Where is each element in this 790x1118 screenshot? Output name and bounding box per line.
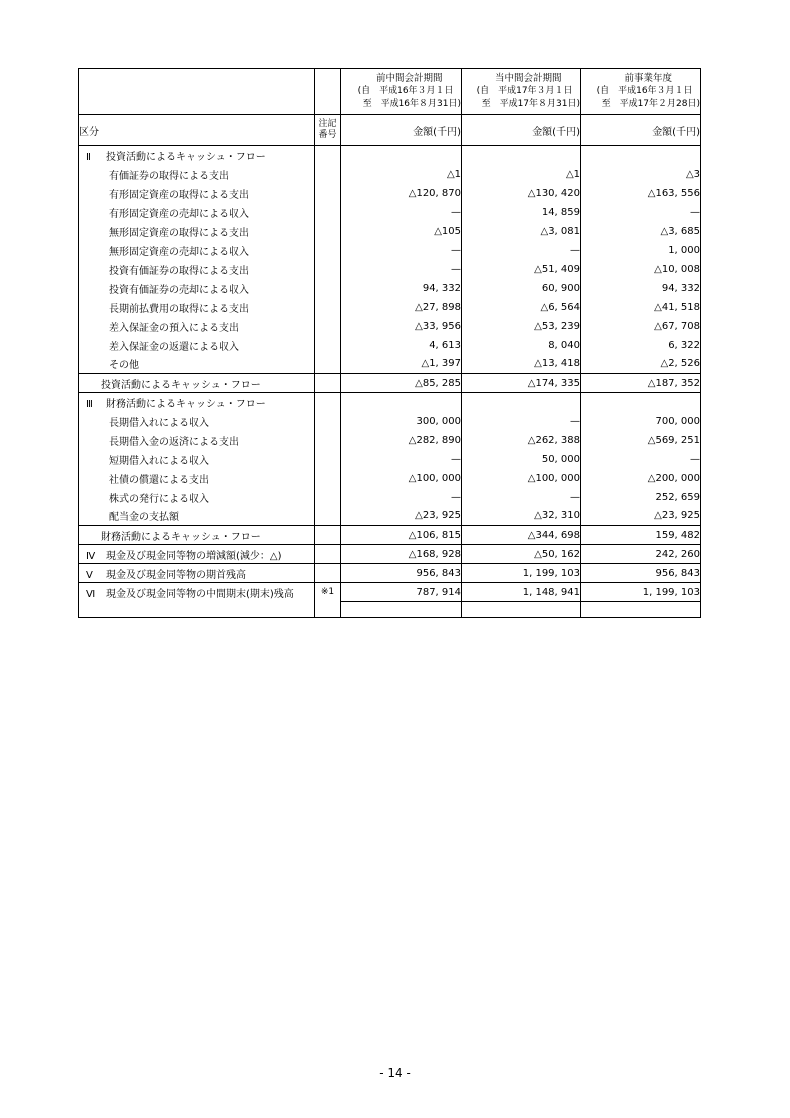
row-label [79, 241, 315, 260]
amount-cell-2: △32, 310 [462, 507, 581, 526]
row-note [315, 241, 341, 260]
row-label [79, 393, 315, 412]
amount-cell-3: 159, 482 [581, 526, 701, 545]
row-label [79, 336, 315, 355]
period-title: 当中間会計期間 [495, 73, 562, 84]
amount-cell-1 [341, 146, 462, 165]
amount-cell-3: 94, 332 [581, 279, 701, 298]
amount-cell-2: △53, 239 [462, 317, 581, 336]
table-row [79, 146, 701, 165]
period-title: 前中間会計期間 [376, 73, 443, 84]
amount-cell-2: — [462, 412, 581, 431]
amount-cell-2: 60, 900 [462, 279, 581, 298]
row-note [315, 412, 341, 431]
row-label [79, 488, 315, 507]
row-numeral: Ⅵ [86, 588, 96, 600]
table-row [79, 507, 701, 526]
row-numeral: Ⅳ [86, 550, 96, 562]
row-label [79, 260, 315, 279]
row-label [79, 317, 315, 336]
row-label-text: 長期借入金の返済による支出 [109, 436, 239, 448]
row-label [79, 583, 315, 602]
table-row [79, 583, 701, 602]
row-label-text: 投資活動によるキャッシュ・フロー [106, 151, 266, 163]
empty-note-corner-cell [315, 69, 341, 115]
table-row [79, 450, 701, 469]
table-row [79, 355, 701, 374]
amount-cell-1: — [341, 260, 462, 279]
amount-cell-1: △33, 956 [341, 317, 462, 336]
table-row [79, 393, 701, 412]
amount-cell-3 [581, 393, 701, 412]
table-row [79, 184, 701, 203]
amount-cell-3: 956, 843 [581, 564, 701, 583]
row-note [315, 545, 341, 564]
amount-cell-2: 8, 040 [462, 336, 581, 355]
row-label [79, 374, 315, 393]
row-label-text: 配当金の支払額 [109, 512, 179, 524]
amount-column-header-1: 金額(千円) [341, 115, 462, 146]
amount-cell-3: △163, 556 [581, 184, 701, 203]
amount-cell-1: △1, 397 [341, 355, 462, 374]
row-note [315, 374, 341, 393]
row-label-text: 短期借入れによる収入 [109, 455, 209, 467]
row-label [79, 279, 315, 298]
amount-cell-1: △106, 815 [341, 526, 462, 545]
amount-cell-3: △2, 526 [581, 355, 701, 374]
category-column-header: 区分 [79, 115, 315, 146]
row-label [79, 431, 315, 450]
amount-cell-2: 1, 148, 941 [462, 583, 581, 602]
row-label [79, 469, 315, 488]
table-row [79, 526, 701, 545]
amount-cell-2 [462, 146, 581, 165]
row-label-text: その他 [109, 360, 139, 372]
amount-cell-3: △23, 925 [581, 507, 701, 526]
table-row [79, 488, 701, 507]
amount-cell-3: 6, 322 [581, 336, 701, 355]
row-label-text: 株式の発行による収入 [109, 493, 209, 505]
row-label-text: 財務活動によるキャッシュ・フロー [106, 398, 266, 410]
amount-cell-1: 4, 613 [341, 336, 462, 355]
amount-cell-2: △262, 388 [462, 431, 581, 450]
row-label [79, 146, 315, 165]
table-row [79, 412, 701, 431]
amount-cell-2: 50, 000 [462, 450, 581, 469]
table-row [79, 298, 701, 317]
column-header-row [79, 115, 701, 146]
period-header-current-interim [462, 69, 581, 115]
row-label-text: 社債の償還による支出 [109, 474, 209, 486]
row-note [315, 355, 341, 374]
row-numeral: Ⅴ [86, 569, 93, 581]
amount-column-header-2: 金額(千円) [462, 115, 581, 146]
amount-cell-3: △41, 518 [581, 298, 701, 317]
amount-cell-2: △3, 081 [462, 222, 581, 241]
row-note [315, 469, 341, 488]
amount-cell-1: 300, 000 [341, 412, 462, 431]
period-header-prev-interim [341, 69, 462, 115]
table-row [79, 241, 701, 260]
row-label-text: 有形固定資産の売却による収入 [109, 208, 249, 220]
amount-cell-3: 1, 199, 103 [581, 583, 701, 602]
table-row [79, 469, 701, 488]
period-from-date: (自 平成16年３月１日 [357, 86, 454, 96]
cash-flow-statement-table [78, 68, 701, 618]
row-label-text: 現金及び現金同等物の増減額(減少：△) [106, 550, 282, 562]
amount-cell-1: △1 [341, 165, 462, 184]
amount-cell-1: △120, 870 [341, 184, 462, 203]
amount-cell-2: △130, 420 [462, 184, 581, 203]
amount-cell-1: △27, 898 [341, 298, 462, 317]
amount-cell-2: △50, 162 [462, 545, 581, 564]
amount-cell-3: 242, 260 [581, 545, 701, 564]
row-label [79, 412, 315, 431]
amount-cell-2: △1 [462, 165, 581, 184]
amount-cell-3: 700, 000 [581, 412, 701, 431]
row-note [315, 564, 341, 583]
row-label-text: 投資有価証券の売却による収入 [109, 284, 249, 296]
row-label-text: 無形固定資産の売却による収入 [109, 246, 249, 258]
row-numeral: Ⅲ [86, 398, 93, 410]
row-note [315, 336, 341, 355]
row-label-text: 長期前払費用の取得による支出 [109, 303, 249, 315]
amount-cell-3: △10, 008 [581, 260, 701, 279]
closing-label-cell [79, 602, 315, 618]
row-numeral: Ⅱ [86, 151, 91, 163]
row-note [315, 507, 341, 526]
amount-cell-1 [341, 393, 462, 412]
amount-cell-3: △3 [581, 165, 701, 184]
amount-cell-1: — [341, 488, 462, 507]
amount-cell-2: △51, 409 [462, 260, 581, 279]
row-note [315, 298, 341, 317]
amount-cell-1: 787, 914 [341, 583, 462, 602]
row-label-text: 現金及び現金同等物の期首残高 [106, 569, 246, 581]
row-note [315, 431, 341, 450]
table-row [79, 260, 701, 279]
row-note [315, 184, 341, 203]
row-label-text: 長期借入れによる収入 [109, 417, 209, 429]
row-note [315, 488, 341, 507]
row-label-text: 差入保証金の預入による支出 [109, 322, 239, 334]
amount-cell-3: △569, 251 [581, 431, 701, 450]
amount-cell-2: △344, 698 [462, 526, 581, 545]
amount-cell-2: △6, 564 [462, 298, 581, 317]
amount-cell-2: △174, 335 [462, 374, 581, 393]
row-note [315, 450, 341, 469]
row-label-text: 有形固定資産の取得による支出 [109, 189, 249, 201]
row-label [79, 450, 315, 469]
amount-cell-1: — [341, 203, 462, 222]
row-label [79, 184, 315, 203]
amount-cell-1: △100, 000 [341, 469, 462, 488]
closing-strip-row [79, 602, 701, 618]
amount-cell-2: — [462, 241, 581, 260]
row-note [315, 222, 341, 241]
row-note [315, 279, 341, 298]
amount-cell-1: 956, 843 [341, 564, 462, 583]
amount-cell-3: — [581, 203, 701, 222]
table-row [79, 317, 701, 336]
amount-cell-2: △13, 418 [462, 355, 581, 374]
row-note [315, 203, 341, 222]
row-label [79, 545, 315, 564]
amount-cell-1: △23, 925 [341, 507, 462, 526]
row-label [79, 222, 315, 241]
amount-column-header-3: 金額(千円) [581, 115, 701, 146]
row-label-text: 有価証券の取得による支出 [109, 170, 229, 182]
period-title: 前事業年度 [624, 73, 673, 84]
amount-cell-2: 1, 199, 103 [462, 564, 581, 583]
period-from-date: (自 平成17年３月１日 [476, 86, 573, 96]
row-label [79, 165, 315, 184]
period-to-date: 至 平成16年８月31日) [362, 99, 461, 109]
row-label-text: 無形固定資産の取得による支出 [109, 227, 249, 239]
page-number: - 14 - [379, 1066, 411, 1080]
table-row [79, 165, 701, 184]
amount-cell-1: △168, 928 [341, 545, 462, 564]
amount-cell-3: 1, 000 [581, 241, 701, 260]
row-label-text: 財務活動によるキャッシュ・フロー [101, 531, 261, 543]
row-note [315, 317, 341, 336]
table-row [79, 222, 701, 241]
row-note [315, 526, 341, 545]
closing-amount-cell-1 [341, 602, 462, 618]
row-note [315, 165, 341, 184]
amount-cell-3: △200, 000 [581, 469, 701, 488]
period-from-date: (自 平成16年３月１日 [596, 86, 693, 96]
table-row [79, 336, 701, 355]
row-note [315, 393, 341, 412]
row-note [315, 260, 341, 279]
amount-cell-2: 14, 859 [462, 203, 581, 222]
period-header-row [79, 69, 701, 115]
row-label [79, 507, 315, 526]
table-row [79, 564, 701, 583]
amount-cell-3: — [581, 450, 701, 469]
row-label [79, 526, 315, 545]
table-row [79, 545, 701, 564]
amount-cell-2: — [462, 488, 581, 507]
amount-cell-3: △187, 352 [581, 374, 701, 393]
row-label-text: 投資有価証券の取得による支出 [109, 265, 249, 277]
amount-cell-3: 252, 659 [581, 488, 701, 507]
period-header-prev-fiscal-year [581, 69, 701, 115]
empty-corner-cell [79, 69, 315, 115]
table-body [79, 146, 701, 618]
amount-cell-3: △3, 685 [581, 222, 701, 241]
row-label-text: 差入保証金の返還による収入 [109, 341, 239, 353]
amount-cell-2 [462, 393, 581, 412]
amount-cell-1: — [341, 450, 462, 469]
row-note: ※1 [315, 583, 341, 602]
table-row [79, 203, 701, 222]
closing-amount-cell-3 [581, 602, 701, 618]
table-row [79, 374, 701, 393]
amount-cell-2: △100, 000 [462, 469, 581, 488]
row-label [79, 298, 315, 317]
table-row [79, 431, 701, 450]
row-label [79, 355, 315, 374]
row-label-text: 現金及び現金同等物の中間期末(期末)残高 [106, 588, 294, 600]
amount-cell-1: △85, 285 [341, 374, 462, 393]
period-to-date: 至 平成17年２月28日) [601, 99, 700, 109]
row-note [315, 146, 341, 165]
amount-cell-1: — [341, 241, 462, 260]
amount-cell-1: △105 [341, 222, 462, 241]
note-number-column-header: 注記 番号 [315, 115, 341, 146]
amount-cell-3: △67, 708 [581, 317, 701, 336]
period-to-date: 至 平成17年８月31日) [481, 99, 580, 109]
table-header [79, 69, 701, 146]
row-label [79, 203, 315, 222]
table-row [79, 279, 701, 298]
closing-amount-cell-2 [462, 602, 581, 618]
amount-cell-1: △282, 890 [341, 431, 462, 450]
row-label [79, 564, 315, 583]
closing-note-cell [315, 602, 341, 618]
amount-cell-3 [581, 146, 701, 165]
row-label-text: 投資活動によるキャッシュ・フロー [101, 379, 261, 391]
amount-cell-1: 94, 332 [341, 279, 462, 298]
